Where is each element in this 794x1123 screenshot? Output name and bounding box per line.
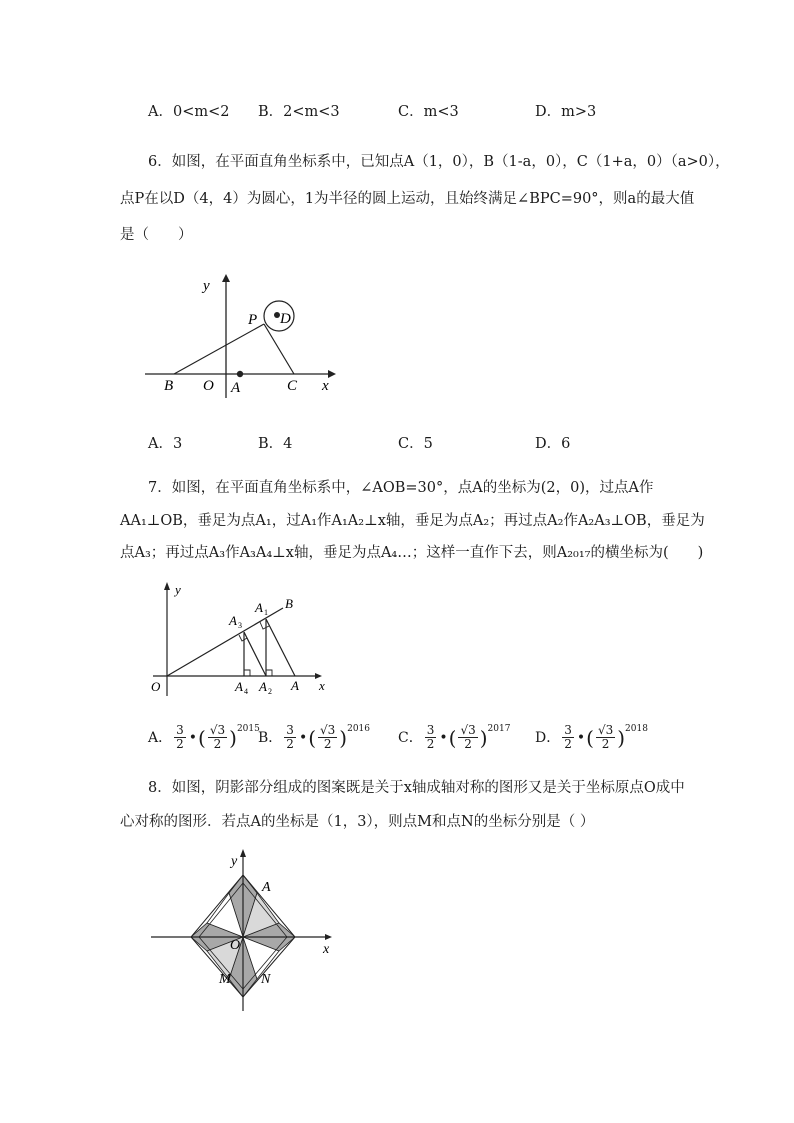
q8-label-y: y xyxy=(231,854,238,869)
q7-label-a2-sub: 2 xyxy=(268,687,272,696)
q6-text-line1: 6．如图，在平面直角坐标系中，已知点A（1，0），B（1-a，0），C（1+a，0）（a>0）， xyxy=(148,154,730,170)
q7-option-b-fraction xyxy=(284,724,296,751)
q7-option-a-exponent: 2015 xyxy=(236,723,260,734)
q7-option-a-den: 2 xyxy=(176,737,184,751)
q7-option-d xyxy=(535,724,648,751)
q7-text-line2: AA₁⊥OB，垂足为点A₁，过A₁作A₁A₂⊥x轴，垂足为点A₂；再过点A₂作A₂A₃⊥OB，垂足为 xyxy=(120,513,705,529)
q7-option-d-dot: • xyxy=(576,729,586,746)
q8-label-m: M xyxy=(219,972,231,987)
q6-point-a xyxy=(237,371,243,377)
q7-option-c-paren-open: ( xyxy=(448,725,457,750)
q7-option-a-paren-open: ( xyxy=(198,725,206,750)
q6-label-d: D xyxy=(280,311,291,327)
q7-option-b-letter: B． xyxy=(258,729,283,746)
q6-text-line3: 是（ ） xyxy=(120,227,193,243)
q7-option-c xyxy=(398,724,510,751)
q7-label-a1-sub: 1 xyxy=(264,608,268,617)
q7-label-y: y xyxy=(175,582,181,597)
q6-option-a: A．3 xyxy=(148,436,183,452)
q7-label-a4-sub: 4 xyxy=(244,687,248,696)
q8-label-a: A xyxy=(262,880,271,895)
q7-option-b-den: 2 xyxy=(286,737,294,751)
q7-option-d-paren-open: ( xyxy=(586,725,594,750)
q7-option-b xyxy=(258,724,370,751)
q7-option-d-rootden: 2 xyxy=(601,737,610,751)
q8-text-line1: 8．如图，阴影部分组成的图案既是关于x轴成轴对称的图形又是关于坐标原点O成中 xyxy=(148,780,685,796)
q8-label-n: N xyxy=(261,972,271,987)
q7-segment-a2a3 xyxy=(244,632,266,676)
q6-option-d: D．6 xyxy=(535,436,571,452)
q7-option-b-num: 3 xyxy=(286,723,294,737)
q8-figure xyxy=(145,845,345,1015)
q7-option-a xyxy=(148,724,260,751)
q6-segment-bp xyxy=(174,324,264,374)
q7-option-d-letter: D． xyxy=(535,729,561,746)
q8-y-arrow-icon xyxy=(240,849,246,857)
q7-figure xyxy=(145,578,335,703)
q7-label-o: O xyxy=(151,679,161,694)
q7-option-a-num: 3 xyxy=(176,723,184,737)
q8-label-x: x xyxy=(323,942,330,957)
q8-x-arrow-icon xyxy=(325,934,332,940)
q7-option-c-num: 3 xyxy=(426,723,435,737)
q7-option-d-paren-close: ) xyxy=(617,725,626,750)
q5-option-d: D．m>3 xyxy=(535,104,597,120)
q7-option-b-exponent: 2016 xyxy=(347,723,371,734)
q7-option-a-rootnum: √3 xyxy=(209,723,226,737)
q7-right-angle-a2 xyxy=(266,670,272,676)
q6-label-a: A xyxy=(231,380,241,396)
q7-option-c-dot: • xyxy=(439,729,448,746)
q7-option-d-exponent: 2018 xyxy=(625,723,648,734)
q7-text-line3: 点A₃；再过点A₃作A₃A₄⊥x轴，垂足为点A₄…；这样一直作下去，则A₂₀₁₇的横坐标为( ) xyxy=(120,545,704,561)
q6-label-y: y xyxy=(203,278,210,294)
q6-y-arrow-icon xyxy=(222,274,230,282)
q7-label-a4: A xyxy=(235,679,243,694)
q7-right-angle-a4 xyxy=(244,670,250,676)
q7-option-a-paren-close: ) xyxy=(229,725,237,750)
q6-x-arrow-icon xyxy=(328,370,336,378)
q7-option-a-root-fraction xyxy=(208,724,227,751)
q7-label-b: B xyxy=(285,596,293,611)
q6-label-p: P xyxy=(248,312,258,328)
q5-option-b: B．2<m<3 xyxy=(258,104,340,120)
q7-option-c-den: 2 xyxy=(426,737,435,751)
q6-figure xyxy=(140,268,350,403)
q6-text-line2: 点P在以D（4，4）为圆心，1为半径的圆上运动，且始终满足∠BPC=90°，则a的最大值 xyxy=(120,191,695,207)
q6-option-b: B．4 xyxy=(258,436,293,452)
q7-option-a-letter: A． xyxy=(148,729,173,746)
q7-label-a: A xyxy=(291,678,299,693)
q7-option-b-rootden: 2 xyxy=(323,737,332,751)
q7-option-b-paren-close: ) xyxy=(339,725,348,750)
q6-label-x: x xyxy=(322,378,329,394)
q7-option-b-paren-open: ( xyxy=(308,725,317,750)
q7-option-b-dot: • xyxy=(298,729,308,746)
q7-option-c-rootden: 2 xyxy=(464,737,472,751)
q6-option-c: C．5 xyxy=(398,436,433,452)
q7-option-a-fraction xyxy=(174,724,186,751)
q7-option-c-exponent: 2017 xyxy=(487,723,511,734)
q7-y-arrow-icon xyxy=(164,582,170,590)
q7-option-d-num: 3 xyxy=(564,723,572,737)
q8-label-o: O xyxy=(230,938,241,953)
q7-option-c-letter: C． xyxy=(398,729,423,746)
q7-option-a-rootden: 2 xyxy=(213,737,222,751)
q5-option-c: C．m<3 xyxy=(398,104,459,120)
q7-option-a-dot: • xyxy=(188,729,198,746)
q7-option-d-den: 2 xyxy=(564,737,572,751)
q7-label-x: x xyxy=(319,678,325,693)
q7-option-c-fraction xyxy=(425,724,437,751)
q7-label-a3-sub: 3 xyxy=(238,621,242,630)
q6-label-o: O xyxy=(203,378,214,394)
q7-option-b-rootnum: √3 xyxy=(320,723,336,737)
q7-label-a3: A xyxy=(229,613,237,628)
q5-option-a: A．0<m<2 xyxy=(148,104,230,120)
q7-option-c-root-fraction xyxy=(458,724,477,751)
q7-option-d-rootnum: √3 xyxy=(597,723,614,737)
q7-option-d-root-fraction xyxy=(596,724,615,751)
q7-option-c-rootnum: √3 xyxy=(460,723,476,737)
q7-option-d-fraction xyxy=(562,724,574,751)
q7-segment-aa1 xyxy=(266,619,295,676)
q7-label-a2: A xyxy=(259,679,267,694)
q8-text-line2: 心对称的图形．若点A的坐标是（1，3），则点M和点N的坐标分别是（ ） xyxy=(120,814,595,830)
q6-label-c: C xyxy=(287,378,298,394)
q7-label-a1: A xyxy=(255,600,263,615)
q7-text-line1: 7．如图，在平面直角坐标系中，∠AOB=30°，点A的坐标为(2，0)，过点A作 xyxy=(148,480,654,496)
q6-label-b: B xyxy=(164,378,174,394)
q7-option-c-paren-close: ) xyxy=(479,725,488,750)
q7-option-b-root-fraction xyxy=(318,724,337,751)
